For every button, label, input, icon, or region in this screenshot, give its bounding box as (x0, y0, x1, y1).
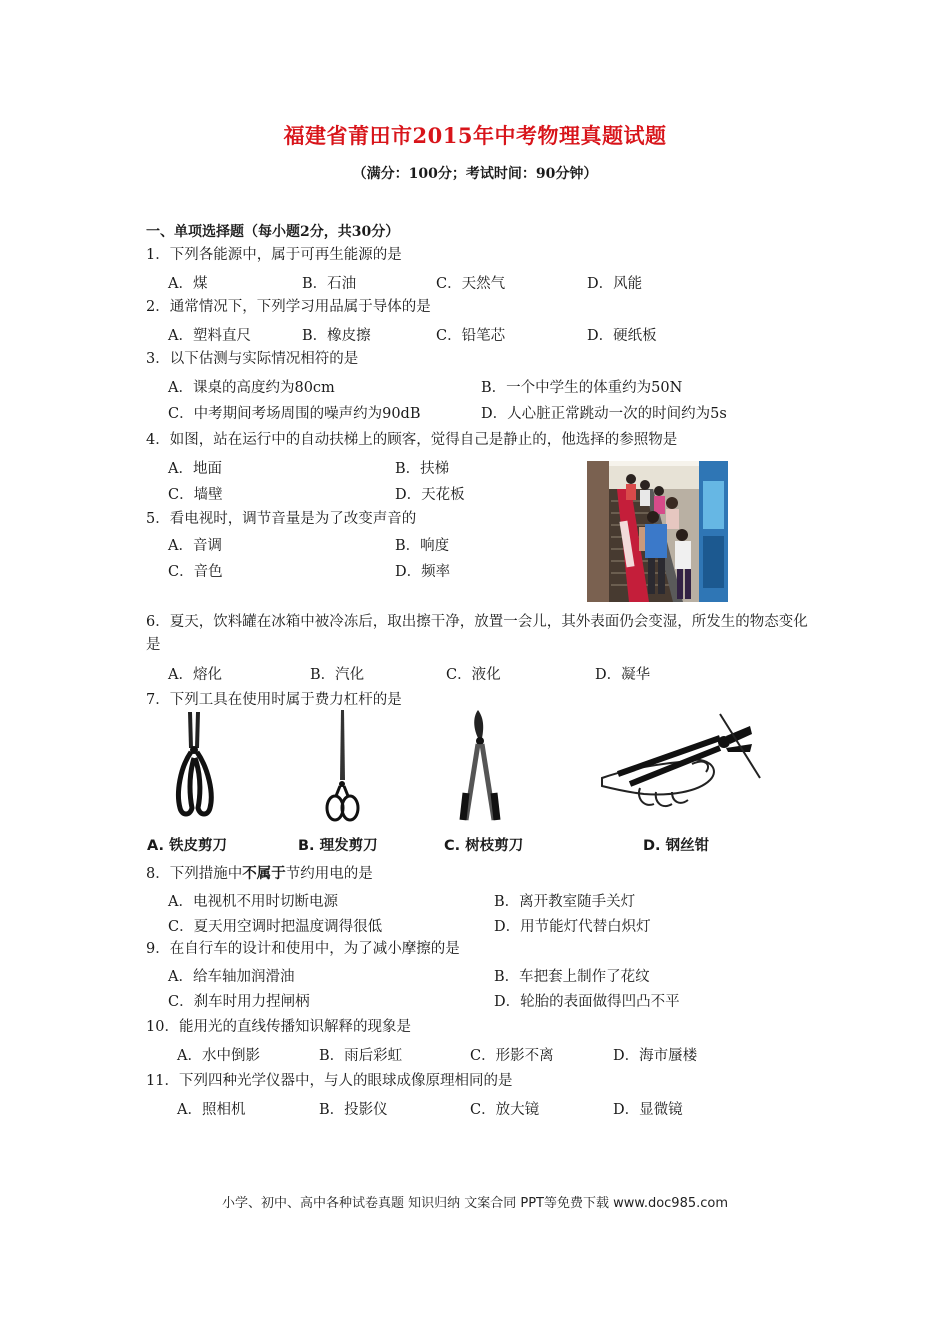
page-title: 福建省莆田市2015年中考物理真题试题 (283, 123, 667, 148)
question-9-option-b: B．车把套上制作了花纹 (494, 969, 650, 985)
question-10-option-d: D．海市蜃楼 (613, 1048, 698, 1064)
question-8-stem-pre: 8．下列措施中 (146, 866, 243, 882)
question-8-option-a: A．电视机不用时切断电源 (168, 894, 338, 910)
question-3-option-d: D．人心脏正常跳动一次的时间约为5s (481, 406, 727, 422)
question-10-option-c: C．形影不离 (470, 1048, 554, 1064)
hair-scissors-image (320, 708, 364, 828)
question-6-option-c: C．液化 (446, 667, 501, 683)
question-9-option-a: A．给车轴加润滑油 (168, 969, 295, 985)
question-9-stem: 9．在自行车的设计和使用中，为了减小摩擦的是 (146, 941, 460, 957)
branch-shears-image (454, 708, 504, 828)
question-8-stem-post: 节约用电的是 (285, 866, 373, 882)
question-9-option-c: C．刹车时用力捏闸柄 (168, 994, 310, 1010)
question-8-stem-emphasis: 不属于 (242, 865, 286, 882)
question-11-option-d: D．显微镜 (613, 1102, 683, 1118)
question-5-option-c: C．音色 (168, 564, 223, 580)
question-6-option-a: A．熔化 (168, 667, 222, 683)
question-6-option-d: D．凝华 (595, 667, 651, 683)
question-1-option-b: B．石油 (302, 276, 357, 292)
question-4-option-b: B．扶梯 (395, 461, 450, 477)
question-7-option-b: B. 理发剪刀 (298, 838, 378, 854)
question-4-option-a: A．地面 (168, 461, 222, 477)
question-10-option-a: A．水中倒影 (177, 1048, 260, 1064)
question-1-option-a: A．煤 (168, 276, 208, 292)
question-2-option-d: D．硬纸板 (587, 328, 657, 344)
question-8-option-c: C．夏天用空调时把温度调得很低 (168, 919, 383, 935)
question-3-option-c: C．中考期间考场周围的噪声约为90dB (168, 406, 421, 422)
question-3-option-a: A．课桌的高度约为80cm (168, 380, 335, 396)
question-6-stem: 6．夏天，饮料罐在冰箱中被冷冻后，取出擦干净，放置一会儿，其外表面仍会变湿，所发生的物态变化是 (146, 614, 808, 653)
question-11-option-c: C．放大镜 (470, 1102, 540, 1118)
question-5-option-d: D．频率 (395, 564, 451, 580)
question-2-option-c: C．铅笔芯 (436, 328, 506, 344)
question-2-option-b: B．橡皮擦 (302, 328, 371, 344)
page-footer: 小学、初中、高中各种试卷真题 知识归纳 文案合同 PPT等免费下载 www.doc985.com (221, 1196, 729, 1211)
question-1-option-d: D．风能 (587, 276, 643, 292)
question-4-stem: 4．如图，站在运行中的自动扶梯上的顾客，觉得自己是静止的，他选择的参照物是 (146, 432, 678, 448)
question-3-option-b: B．一个中学生的体重约为50N (481, 380, 683, 396)
question-6-option-b: B．汽化 (310, 667, 365, 683)
question-5-stem: 5．看电视时，调节音量是为了改变声音的 (146, 511, 417, 527)
question-11-option-a: A．照相机 (177, 1102, 246, 1118)
question-7-option-c: C. 树枝剪刀 (444, 838, 524, 854)
question-3-stem: 3．以下估测与实际情况相符的是 (146, 351, 359, 367)
section-heading: 一、单项选择题（每小题2分，共30分） (146, 224, 400, 240)
question-5-option-b: B．响度 (395, 538, 450, 554)
question-8-option-b: B．离开教室随手关灯 (494, 894, 636, 910)
pliers-in-hand-image (600, 708, 772, 828)
question-1-stem: 1．下列各能源中，属于可再生能源的是 (146, 247, 402, 263)
escalator-photo (587, 461, 728, 602)
question-5-option-a: A．音调 (168, 538, 222, 554)
question-2-option-a: A．塑料直尺 (168, 328, 251, 344)
question-8-option-d: D．用节能灯代替白炽灯 (494, 919, 651, 935)
question-2-stem: 2．通常情况下，下列学习用品属于导体的是 (146, 299, 431, 315)
question-7-option-a: A. 铁皮剪刀 (147, 838, 228, 854)
question-8-stem (146, 863, 373, 885)
question-7-option-d: D. 钢丝钳 (643, 838, 710, 854)
question-11-stem: 11．下列四种光学仪器中，与人的眼球成像原理相同的是 (146, 1073, 513, 1089)
question-7-stem: 7．下列工具在使用时属于费力杠杆的是 (146, 692, 402, 708)
question-1-option-c: C．天然气 (436, 276, 506, 292)
page-subtitle: （满分：100分；考试时间：90分钟） (352, 166, 598, 182)
question-10-stem: 10．能用光的直线传播知识解释的现象是 (146, 1019, 411, 1035)
question-10-option-b: B．雨后彩虹 (319, 1048, 403, 1064)
question-4-option-d: D．天花板 (395, 487, 465, 503)
question-9-option-d: D．轮胎的表面做得凹凸不平 (494, 994, 680, 1010)
tin-snips-image (170, 708, 220, 828)
question-11-option-b: B．投影仪 (319, 1102, 388, 1118)
question-4-option-c: C．墙壁 (168, 487, 223, 503)
